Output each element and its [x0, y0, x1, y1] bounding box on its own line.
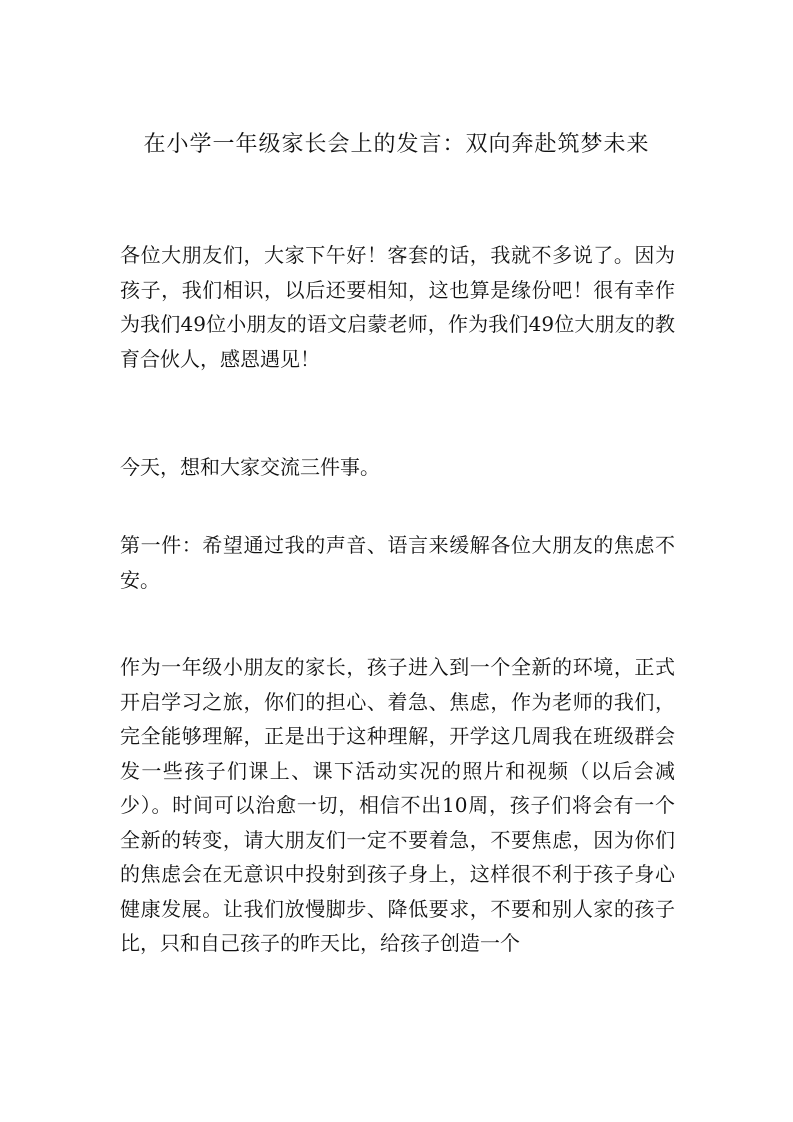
document-title: 在小学一年级家长会上的发言：双向奔赴筑梦未来 [143, 132, 650, 157]
paragraph-intro: 今天，想和大家交流三件事。 [120, 455, 380, 479]
paragraph-first-item: 第一件：希望通过我的声音、语言来缓解各位大朋友的焦虑不安。 [120, 533, 675, 592]
paragraph-body: 作为一年级小朋友的家长，孩子进入到一个全新的环境，正式开启学习之旅，你们的担心、着急、焦虑，作为老师的我们，完全能够理解，正是出于这种理解，开学这几周我在班级群会发一些孩子们课上、课下活动实况的照片和视频（以后会减少）。时间可以治愈一切，相信不出10周，孩子们将会有一个全新的转变，请大朋友们一定不要着急，不要焦虑，因为你们的焦虑会在无意识中投射到孩子身上，这样很不利于孩子身心健康发展。让我们放慢脚步、降低要求，不要和别人家的孩子比，只和自己孩子的昨天比，给孩子创造一个 [120, 655, 675, 955]
paragraph-greeting: 各位大朋友们，大家下午好！客套的话，我就不多说了。因为孩子，我们相识，以后还要相知，这也算是缘份吧！很有幸作为我们49位小朋友的语文启蒙老师，作为我们49位大朋友的教育合伙人，感恩遇见！ [120, 243, 675, 371]
